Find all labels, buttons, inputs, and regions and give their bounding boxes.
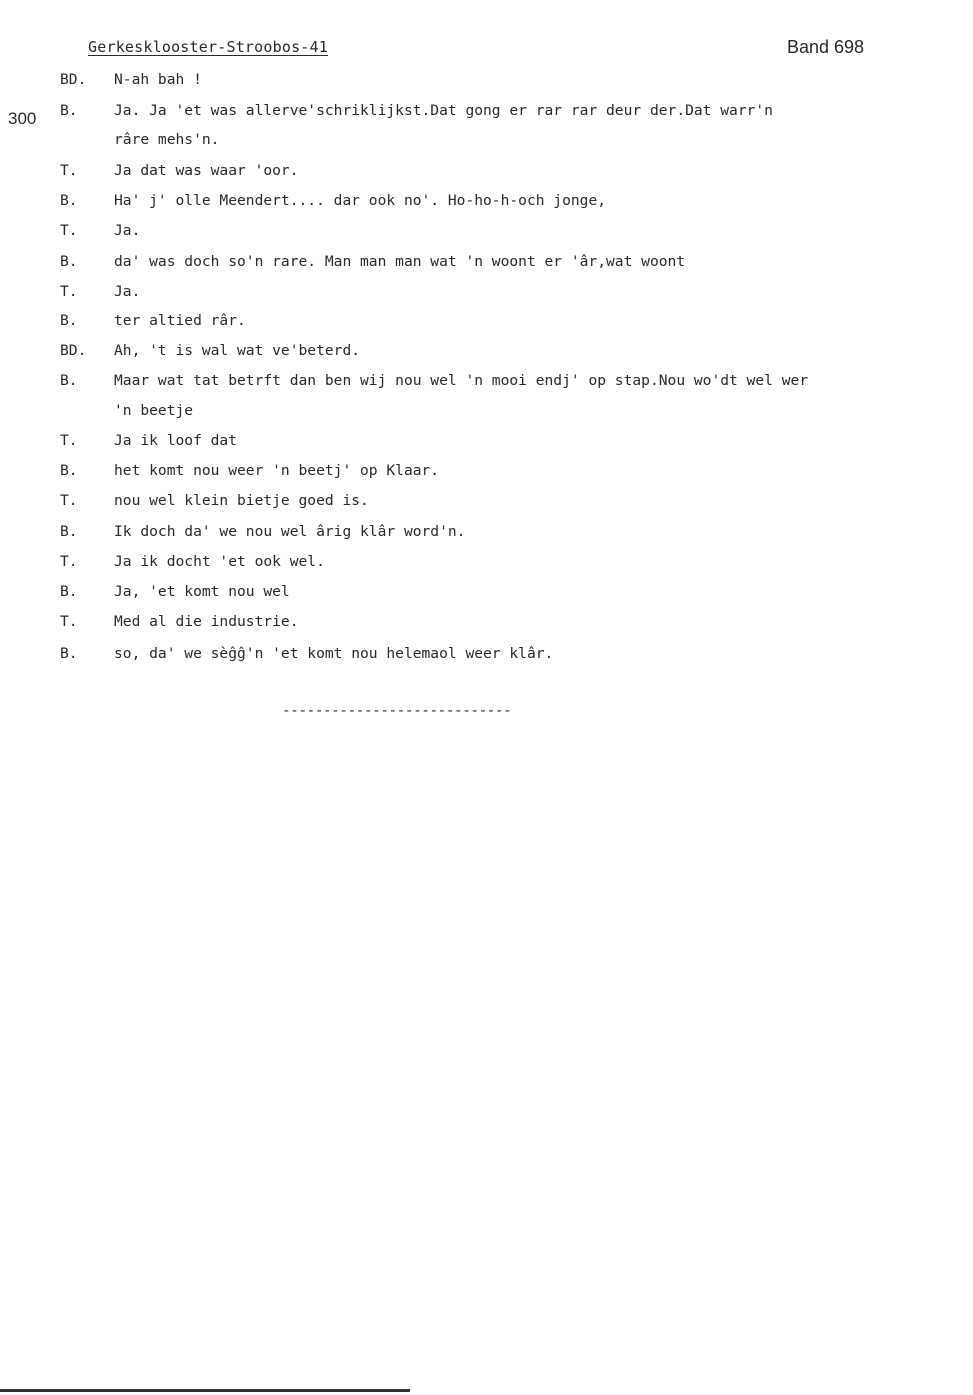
dialogue-text: so, da' we sèĝĝ'n 'et komt nou helemaol weer klâr. [114, 645, 554, 662]
document-title: Gerkesklooster-Stroobos-41 [88, 38, 328, 56]
dialogue-text: ter altied râr. [114, 312, 246, 329]
speaker-label: B. [60, 645, 78, 662]
dialogue-text: Ah, 't is wal wat ve'beterd. [114, 342, 361, 359]
dialogue-text: Ja. [114, 222, 141, 239]
dialogue-text: N-ah bah ! [114, 71, 202, 88]
dialogue-text: Ja ik loof dat [114, 432, 238, 449]
band-number: Band 698 [787, 37, 865, 57]
dialogue-text: 'n beetje [114, 402, 194, 419]
speaker-label: B. [60, 523, 78, 540]
dialogue-text: Ja, 'et komt nou wel [114, 583, 290, 600]
speaker-label: T. [60, 162, 78, 179]
dialogue-text: râre mehs'n. [114, 131, 220, 148]
dialogue-text: Med al die industrie. [114, 613, 299, 630]
speaker-label: T. [60, 492, 78, 509]
bottom-rule [0, 1389, 410, 1392]
speaker-label: B. [60, 253, 78, 270]
dialogue-text: het komt nou weer 'n beetj' op Klaar. [114, 462, 440, 479]
speaker-label: B. [60, 192, 78, 209]
dialogue-text: Ja ik docht 'et ook wel. [114, 553, 325, 570]
dialogue-text: nou wel klein bietje goed is. [114, 492, 369, 509]
speaker-label: T. [60, 432, 78, 449]
speaker-label: B. [60, 372, 78, 389]
dialogue-text: Ha' j' olle Meendert.... dar ook no'. Ho-ho-h-och jonge, [114, 192, 607, 209]
speaker-label: T. [60, 613, 78, 630]
margin-line-number: 300 [8, 109, 37, 128]
speaker-label: B. [60, 102, 78, 119]
speaker-label: B. [60, 462, 78, 479]
dialogue-text: Ja. [114, 283, 141, 300]
speaker-label: B. [60, 312, 78, 329]
speaker-label: BD. [60, 342, 87, 359]
end-separator: ---------------------------- [282, 702, 512, 719]
speaker-label: T. [60, 283, 78, 300]
dialogue-text: Ik doch da' we nou wel ârig klâr word'n. [114, 523, 466, 540]
dialogue-text: Ja. Ja 'et was allerve'schriklijkst.Dat gong er rar rar deur der.Dat warr'n [114, 102, 773, 119]
speaker-label: B. [60, 583, 78, 600]
dialogue-text: Maar wat tat betrft dan ben wij nou wel 'n mooi endj' op stap.Nou wo'dt wel wer [114, 372, 809, 389]
speaker-label: BD. [60, 71, 87, 88]
dialogue-text: Ja dat was waar 'oor. [114, 162, 299, 179]
dialogue-text: da' was doch so'n rare. Man man man wat 'n woont er 'âr,wat woont [114, 253, 686, 270]
speaker-label: T. [60, 553, 78, 570]
speaker-label: T. [60, 222, 78, 239]
